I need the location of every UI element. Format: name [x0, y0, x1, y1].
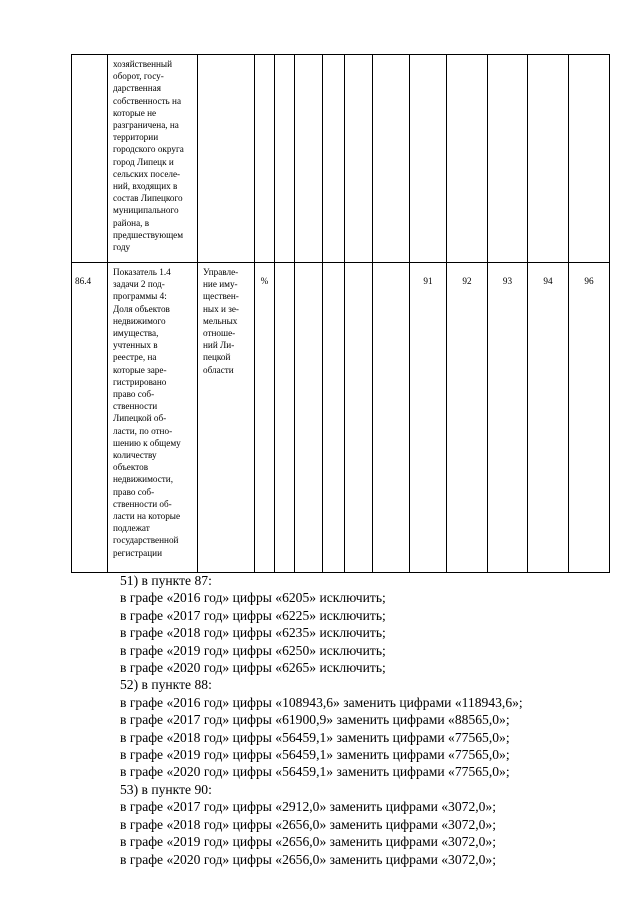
amendment-line: в графе «2017 год» цифры «61900,9» заменить цифрами «88565,0»;	[120, 712, 510, 728]
amendments-text	[120, 572, 523, 868]
indicator-name: Показатель 1.4 задачи 2 под- программы 4: Доля объектов недвижимого имущества, учтенных в реестре, на которые заре- гистрировано право соб- ственности Липецкой об- ласти, по отно- шению к общему количеству объектов недвижимости, право соб- ственности об- ласти на которые подлежат государственной регистрации	[113, 267, 181, 558]
amendment-line: в графе «2017 год» цифры «6225» исключить;	[120, 607, 386, 623]
amendment-line: в графе «2016 год» цифры «108943,6» заменить цифрами «118943,6»;	[120, 694, 523, 710]
amendment-line: в графе «2020 год» цифры «2656,0» заменить цифрами «3072,0»;	[120, 851, 497, 867]
amendment-line: в графе «2017 год» цифры «2912,0» заменить цифрами «3072,0»;	[120, 799, 497, 815]
indicator-name-continuation: хозяйственный оборот, госу- дарственная собственность на которые не разграничена, на территории городского округа город Липецк и сельских поселе- ний, входящих в состав Липецкого муниципального района, в предшествующем году	[113, 59, 184, 253]
amendment-line: в графе «2019 год» цифры «6250» исключить;	[120, 642, 386, 658]
value-cell: 92	[462, 276, 472, 286]
executor-cell: Управле- ние иму- ществен- ных и зе- мельных отноше- ний Ли- пецкой области	[203, 267, 239, 375]
amendment-heading: 52) в пункте 88:	[120, 677, 212, 693]
indicators-table	[71, 54, 610, 573]
table-row	[72, 55, 610, 263]
unit-cell: %	[260, 276, 269, 286]
value-cell: 94	[543, 276, 553, 286]
value-cell: 93	[502, 276, 513, 286]
value-cell: 91	[423, 276, 433, 286]
amendment-heading: 53) в пункте 90:	[120, 781, 212, 797]
row-number: 86.4	[75, 276, 92, 286]
amendment-line: в графе «2018 год» цифры «6235» исключить;	[120, 625, 386, 641]
value-cell: 96	[584, 276, 594, 286]
amendment-line: в графе «2019 год» цифры «2656,0» заменить цифрами «3072,0»;	[120, 834, 497, 850]
table-row	[72, 263, 610, 573]
amendment-line: в графе «2020 год» цифры «6265» исключить;	[120, 660, 386, 676]
amendment-line: в графе «2020 год» цифры «56459,1» заменить цифрами «77565,0»;	[120, 764, 510, 780]
amendment-line: в графе «2019 год» цифры «56459,1» заменить цифрами «77565,0»;	[120, 747, 510, 763]
amendment-line: в графе «2018 год» цифры «56459,1» заменить цифрами «77565,0»;	[120, 729, 510, 745]
amendment-line: в графе «2016 год» цифры «6205» исключить;	[120, 590, 386, 606]
amendment-heading: 51) в пункте 87:	[120, 573, 212, 588]
amendment-line: в графе «2018 год» цифры «2656,0» заменить цифрами «3072,0»;	[120, 816, 497, 832]
